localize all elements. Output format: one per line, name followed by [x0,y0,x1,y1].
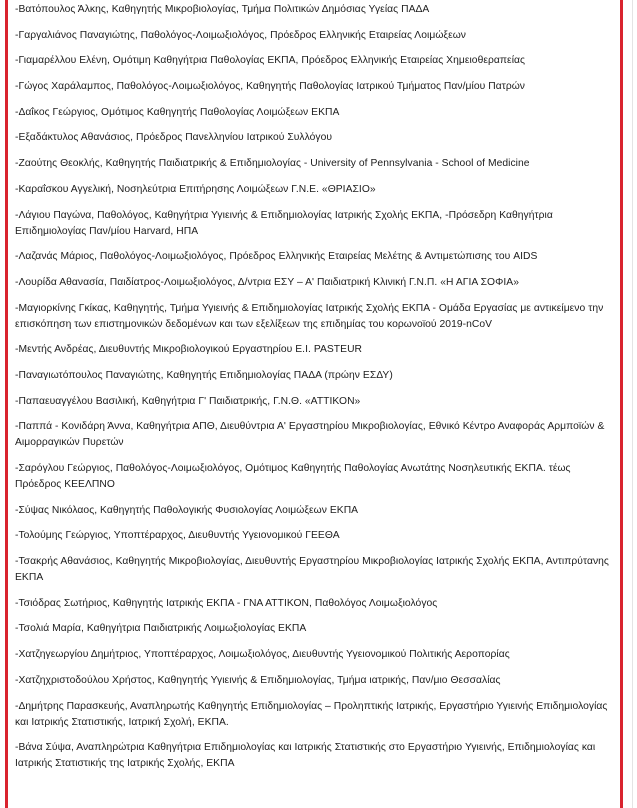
member-entry: -Τσιόδρας Σωτήριος, Καθηγητής Ιατρικής ΕΚΠΑ - ΓΝΑ ΑΤΤΙΚΟΝ, Παθολόγος Λοιμωξιολόγος [15,597,438,609]
member-entry: -Γώγος Χαράλαμπος, Παθολόγος-Λοιμωξιολόγος, Καθηγητής Παθολογίας Ιατρικού Τμήματος Παν/μίου Πατρών [15,81,526,93]
member-entry: -Γαργαλιάνος Παναγιώτης, Παθολόγος-Λοιμωξιολόγος, Πρόεδρος Ελληνικής Εταιρείας Λοιμώξεων [15,29,467,41]
member-entry: -Δαΐκος Γεώργιος, Ομότιμος Καθηγητής Παθολογίας Λοιμώξεων ΕΚΠΑ [15,106,340,118]
member-entry: -Παπαευαγγέλου Βασιλική, Καθηγήτρια Γ' Παιδιατρικής, Γ.Ν.Θ. «ΑΤΤΙΚΟΝ» [15,395,361,407]
right-accent-rule [620,0,623,808]
left-accent-rule [5,0,8,808]
member-entry: -Εξαδάκτυλος Αθανάσιος, Πρόεδρος Πανελληνίου Ιατρικού Συλλόγου [15,132,333,144]
member-entry: -Καραΐσκου Αγγελική, Νοσηλεύτρια Επιτήρησης Λοιμώξεων Γ.Ν.Ε. «ΘΡΙΑΣΙΟ» [15,183,376,195]
member-entry: -Μαγιορκίνης Γκίκας, Καθηγητής, Τμήμα Υγιεινής & Επιδημιολογίας Ιατρικής Σχολής ΕΚΠΑ - Ομάδα Εργασίας με αντικείμενο την επισκόπηση των επιστημονικών δεδομένων και των εξελίξεων της επιδημίας του κορωνοϊού 2019-nCoV [15,302,604,330]
member-entry: -Λουρίδα Αθανασία, Παιδίατρος-Λοιμωξιολόγος, Δ/ντρια ΕΣΥ – Α' Παιδιατρική Κλινική Γ.Ν.Π. «Η ΑΓΙΑ ΣΟΦΙΑ» [15,276,519,288]
member-entry: -Παναγιωτόπουλος Παναγιώτης, Καθηγητής Επιδημιολογίας ΠΑΔΑ (πρώην ΕΣΔΥ) [15,369,393,381]
member-entry: -Σαρόγλου Γεώργιος, Παθολόγος-Λοιμωξιολόγος, Ομότιμος Καθηγητής Παθολογίας Ανωτάτης Νοσηλευτικής ΕΚΠΑ. τέως Πρόεδρος ΚΕΕΛΠΝΟ [15,463,571,490]
member-entry: -Λάγιου Παγώνα, Παθολόγος, Καθηγήτρια Υγιεινής & Επιδημιολογίας Ιατρικής Σχολής ΕΚΠΑ, -Πρόσεδρη Καθηγήτρια Επιδημιολογίας Παν/μίου Harvard, ΗΠΑ [15,209,553,237]
member-entry: -Βάνα Σύψα, Αναπληρώτρια Καθηγήτρια Επιδημιολογίας και Ιατρικής Στατιστικής στο Εργαστήριο Υγιεινής, Επιδημιολογίας και Ιατρικής Στατιστικής της Ιατρικής Σχολής, ΕΚΠΑ [15,742,596,770]
member-entry: -Χατζηγεωργίου Δημήτριος, Υποπτέραρχος, Λοιμωξιολόγος, Διευθυντής Υγειονομικού Πολιτικής Αεροπορίας [15,649,510,661]
member-entry: -Σύψας Νικόλαος, Καθηγητής Παθολογικής Φυσιολογίας Λοιμώξεων ΕΚΠΑ [15,504,359,516]
committee-member-list [15,2,612,782]
member-entry: -Τσολιά Μαρία, Καθηγήτρια Παιδιατρικής Λοιμωξιολογίας ΕΚΠΑ [15,623,307,635]
member-entry: -Λαζανάς Μάριος, Παθολόγος-Λοιμωξιολόγος, Πρόεδρος Ελληνικής Εταιρείας Μελέτης & Αντιμετώπισης του AIDS [15,251,538,263]
page-edge-divider [632,0,633,808]
member-entry: -Δημήτρης Παρασκευής, Αναπληρωτής Καθηγητής Επιδημιολογίας – Προληπτικής Ιατρικής, Εργαστήριο Υγιεινής Επιδημιολογίας και Ιατρικής Στατιστικής, Ιατρική Σχολή, ΕΚΠΑ. [15,700,608,728]
member-entry: -Μεντής Ανδρέας, Διευθυντής Μικροβιολογικού Εργαστηρίου Ε.Ι. PASTEUR [15,344,363,356]
member-entry: -Γιαμαρέλλου Ελένη, Ομότιμη Καθηγήτρια Παθολογίας ΕΚΠΑ, Πρόεδρος Ελληνικής Εταιρείας Χημειοθεραπείας [15,55,526,67]
member-entry: -Ζαούτης Θεοκλής, Καθηγητής Παιδιατρικής & Επιδημιολογίας - University of Pennsylvania - School of Medicine [15,158,530,170]
member-entry: -Τσακρής Αθανάσιος, Καθηγητής Μικροβιολογίας, Διευθυντής Εργαστηρίου Μικροβιολογίας Ιατρικής Σχολής ΕΚΠΑ, Αντιπρύτανης ΕΚΠΑ [15,556,609,584]
member-entry: -Χατζηχριστοδούλου Χρήστος, Καθηγητής Υγιεινής & Επιδημιολογίας, Τμήμα ιατρικής, Παν/μιο Θεσσαλίας [15,674,501,686]
member-entry: -Παππά - Κονιδάρη Άννα, Καθηγήτρια ΑΠΘ, Διευθύντρια Α' Εργαστηρίου Μικροβιολογίας, Εθνικό Κέντρο Αναφοράς Αρμποϊών & Αιμορραγικών Πυρετών [15,421,605,449]
member-entry: -Βατόπουλος Άλκης, Καθηγητής Μικροβιολογίας, Τμήμα Πολιτικών Δημόσιας Υγείας ΠΑΔΑ [15,4,430,15]
member-entry: -Τολούμης Γεώργιος, Υποπτέραρχος, Διευθυντής Υγειονομικού ΓΕΕΘΑ [15,530,340,542]
